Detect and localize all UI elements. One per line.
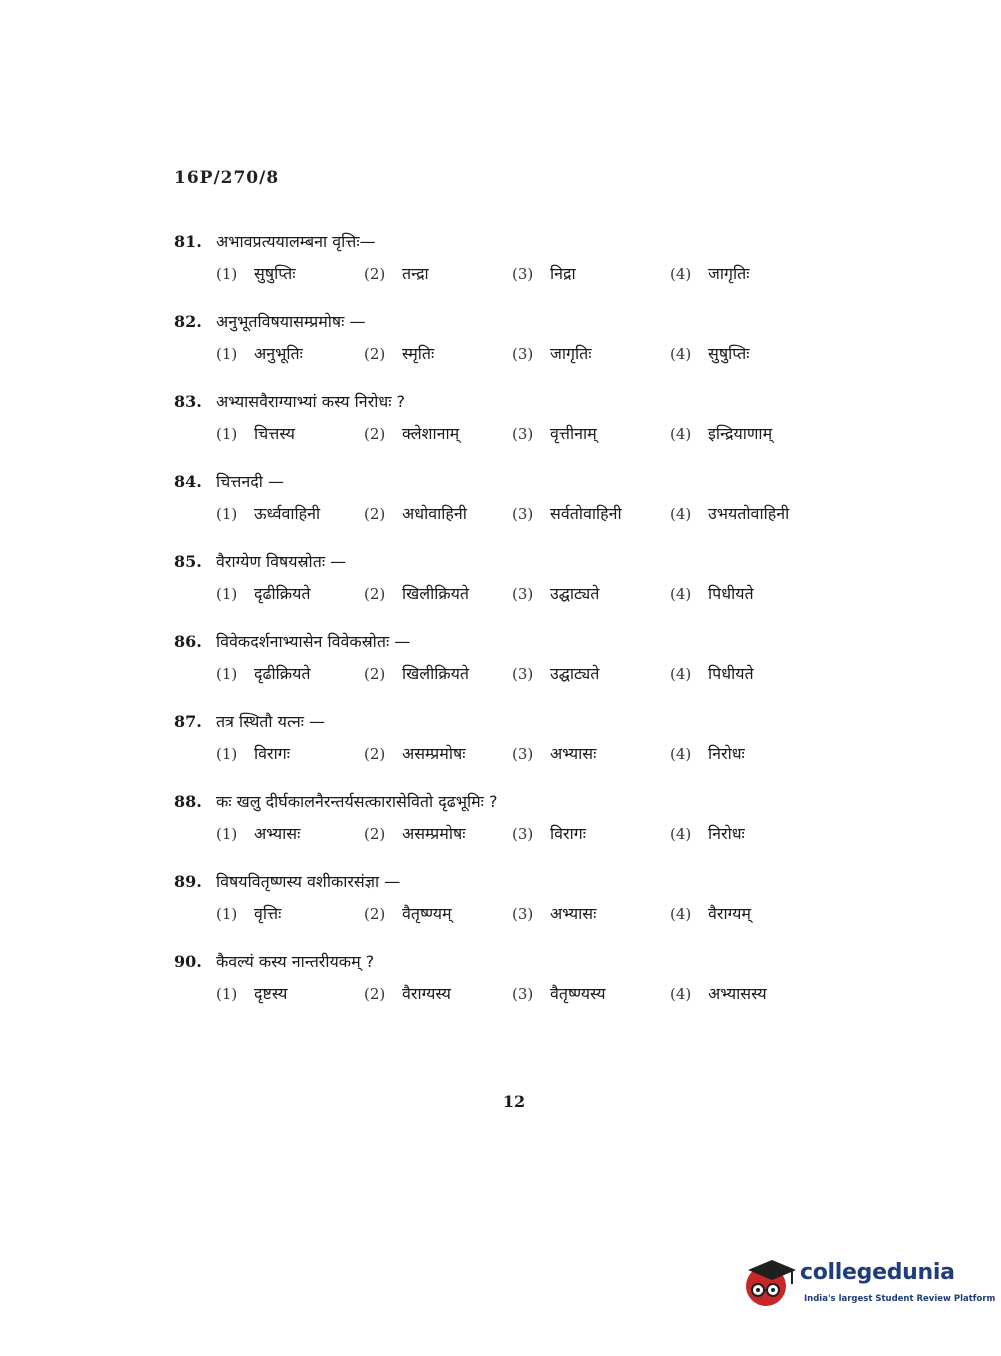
option-4	[670, 342, 820, 364]
option-number: (3)	[512, 265, 534, 283]
option-2	[364, 582, 512, 604]
option-text: तन्द्रा	[402, 264, 429, 283]
question-89	[174, 870, 834, 950]
option-number: (4)	[670, 345, 692, 363]
option-3	[512, 262, 670, 284]
options-row	[216, 982, 834, 1010]
question-number: 88.	[174, 792, 202, 811]
option-number: (2)	[364, 265, 386, 283]
option-number: (1)	[216, 985, 238, 1003]
option-text: पिधीयते	[708, 664, 754, 683]
option-1	[216, 342, 364, 364]
options-row	[216, 902, 834, 930]
option-number: (4)	[670, 585, 692, 603]
option-text: चित्तस्य	[254, 424, 295, 443]
question-90	[174, 950, 834, 1030]
brand-name: collegedunia	[800, 1260, 955, 1285]
paper-code: 16P/270/8	[174, 168, 280, 188]
option-text: जागृतिः	[708, 264, 750, 283]
option-4	[670, 262, 820, 284]
option-number: (1)	[216, 505, 238, 523]
question-text: चित्तनदी —	[216, 472, 284, 491]
option-number: (4)	[670, 425, 692, 443]
option-text: दृष्टस्य	[254, 984, 288, 1003]
option-number: (3)	[512, 825, 534, 843]
student-mascot-icon	[742, 1250, 800, 1312]
option-3	[512, 582, 670, 604]
option-3	[512, 822, 670, 844]
question-number: 82.	[174, 312, 202, 331]
question-84	[174, 470, 834, 550]
options-row	[216, 582, 834, 610]
option-3	[512, 502, 670, 524]
option-text: खिलीक्रियते	[402, 584, 470, 603]
options-row	[216, 502, 834, 530]
option-text: वैतृष्ण्यस्य	[550, 984, 606, 1003]
option-text: अभ्यासः	[254, 824, 301, 843]
option-2	[364, 422, 512, 444]
option-number: (1)	[216, 665, 238, 683]
option-number: (4)	[670, 665, 692, 683]
option-2	[364, 502, 512, 524]
option-4	[670, 982, 820, 1004]
question-81	[174, 230, 834, 310]
option-text: इन्द्रियाणाम्	[708, 424, 773, 443]
option-text: उद्घाट्यते	[550, 584, 600, 603]
question-text: अभावप्रत्ययालम्बना वृत्तिः—	[216, 232, 376, 251]
question-83	[174, 390, 834, 470]
question-text: अभ्यासवैराग्याभ्यां कस्य निरोधः ?	[216, 392, 406, 411]
option-number: (1)	[216, 425, 238, 443]
option-text: अभ्यासस्य	[708, 984, 767, 1003]
brand-tagline: India's largest Student Review Platform	[804, 1294, 996, 1304]
option-number: (4)	[670, 745, 692, 763]
option-number: (2)	[364, 345, 386, 363]
option-3	[512, 342, 670, 364]
option-number: (2)	[364, 745, 386, 763]
question-text: कैवल्यं कस्य नान्तरीयकम् ?	[216, 952, 375, 971]
question-number: 86.	[174, 632, 202, 651]
option-text: उद्घाट्यते	[550, 664, 600, 683]
question-85	[174, 550, 834, 630]
option-3	[512, 902, 670, 924]
option-number: (3)	[512, 425, 534, 443]
option-text: ऊर्ध्ववाहिनी	[254, 504, 321, 523]
option-number: (1)	[216, 745, 238, 763]
option-number: (1)	[216, 825, 238, 843]
option-number: (3)	[512, 585, 534, 603]
option-1	[216, 662, 364, 684]
option-text: वैराग्यस्य	[402, 984, 451, 1003]
option-number: (2)	[364, 905, 386, 923]
option-text: अनुभूतिः	[254, 344, 303, 363]
option-4	[670, 822, 820, 844]
option-text: खिलीक्रियते	[402, 664, 470, 683]
option-number: (2)	[364, 505, 386, 523]
option-2	[364, 982, 512, 1004]
options-row	[216, 422, 834, 450]
option-text: दृढीक्रियते	[254, 584, 311, 603]
option-2	[364, 742, 512, 764]
question-87	[174, 710, 834, 790]
question-86	[174, 630, 834, 710]
option-text: दृढीक्रियते	[254, 664, 311, 683]
option-number: (1)	[216, 585, 238, 603]
option-number: (2)	[364, 585, 386, 603]
question-text: तत्र स्थितौ यत्नः —	[216, 712, 326, 731]
option-number: (1)	[216, 905, 238, 923]
option-number: (2)	[364, 985, 386, 1003]
option-1	[216, 262, 364, 284]
page-number: 12	[502, 1092, 526, 1111]
option-text: वृत्तीनाम्	[550, 424, 597, 443]
option-3	[512, 662, 670, 684]
option-4	[670, 422, 820, 444]
option-number: (1)	[216, 265, 238, 283]
option-1	[216, 502, 364, 524]
option-2	[364, 902, 512, 924]
brand-logo	[742, 1250, 996, 1320]
options-row	[216, 262, 834, 290]
question-text: कः खलु दीर्घकालनैरन्तर्यसत्कारासेवितो दृढभूमिः ?	[216, 792, 498, 811]
options-row	[216, 662, 834, 690]
question-82	[174, 310, 834, 390]
question-number: 87.	[174, 712, 202, 731]
option-text: वैराग्यम्	[708, 904, 751, 923]
question-number: 90.	[174, 952, 202, 971]
question-text: विवेकदर्शनाभ्यासेन विवेकस्रोतः —	[216, 632, 411, 651]
question-number: 89.	[174, 872, 202, 891]
option-text: असम्प्रमोषः	[402, 744, 466, 763]
option-3	[512, 742, 670, 764]
option-text: निद्रा	[550, 264, 576, 283]
option-number: (3)	[512, 665, 534, 683]
option-text: अधोवाहिनी	[402, 504, 467, 523]
option-text: सर्वतोवाहिनी	[550, 504, 622, 523]
question-number: 84.	[174, 472, 202, 491]
option-1	[216, 822, 364, 844]
option-text: पिधीयते	[708, 584, 754, 603]
option-number: (1)	[216, 345, 238, 363]
option-1	[216, 582, 364, 604]
option-1	[216, 982, 364, 1004]
option-text: जागृतिः	[550, 344, 592, 363]
option-number: (4)	[670, 825, 692, 843]
option-text: विरागः	[254, 744, 290, 763]
option-3	[512, 422, 670, 444]
option-number: (4)	[670, 985, 692, 1003]
option-number: (3)	[512, 345, 534, 363]
option-text: सुषुप्तिः	[254, 264, 296, 283]
option-number: (3)	[512, 985, 534, 1003]
option-number: (3)	[512, 505, 534, 523]
option-1	[216, 742, 364, 764]
option-number: (3)	[512, 745, 534, 763]
option-1	[216, 902, 364, 924]
question-number: 83.	[174, 392, 202, 411]
question-text: वैराग्येण विषयस्रोतः —	[216, 552, 347, 571]
option-text: उभयतोवाहिनी	[708, 504, 790, 523]
option-2	[364, 662, 512, 684]
option-text: सुषुप्तिः	[708, 344, 750, 363]
option-text: असम्प्रमोषः	[402, 824, 466, 843]
option-2	[364, 262, 512, 284]
option-text: अभ्यासः	[550, 744, 597, 763]
option-number: (4)	[670, 265, 692, 283]
option-number: (2)	[364, 425, 386, 443]
question-text: विषयवितृष्णस्य वशीकारसंज्ञा —	[216, 872, 401, 891]
option-text: विरागः	[550, 824, 586, 843]
option-2	[364, 822, 512, 844]
question-number: 81.	[174, 232, 202, 251]
option-text: वृत्तिः	[254, 904, 282, 923]
option-text: निरोधः	[708, 744, 745, 763]
option-text: अभ्यासः	[550, 904, 597, 923]
question-text: अनुभूतविषयासम्प्रमोषः —	[216, 312, 366, 331]
options-row	[216, 742, 834, 770]
option-text: निरोधः	[708, 824, 745, 843]
option-1	[216, 422, 364, 444]
option-4	[670, 742, 820, 764]
option-4	[670, 502, 820, 524]
option-number: (2)	[364, 825, 386, 843]
option-text: वैतृष्ण्यम्	[402, 904, 452, 923]
question-list	[174, 230, 834, 1030]
question-number: 85.	[174, 552, 202, 571]
option-number: (2)	[364, 665, 386, 683]
option-2	[364, 342, 512, 364]
options-row	[216, 342, 834, 370]
option-3	[512, 982, 670, 1004]
option-4	[670, 582, 820, 604]
option-number: (3)	[512, 905, 534, 923]
option-text: क्लेशानाम्	[402, 424, 460, 443]
option-4	[670, 662, 820, 684]
option-text: स्मृतिः	[402, 344, 435, 363]
question-88	[174, 790, 834, 870]
option-number: (4)	[670, 505, 692, 523]
options-row	[216, 822, 834, 850]
option-number: (4)	[670, 905, 692, 923]
option-4	[670, 902, 820, 924]
